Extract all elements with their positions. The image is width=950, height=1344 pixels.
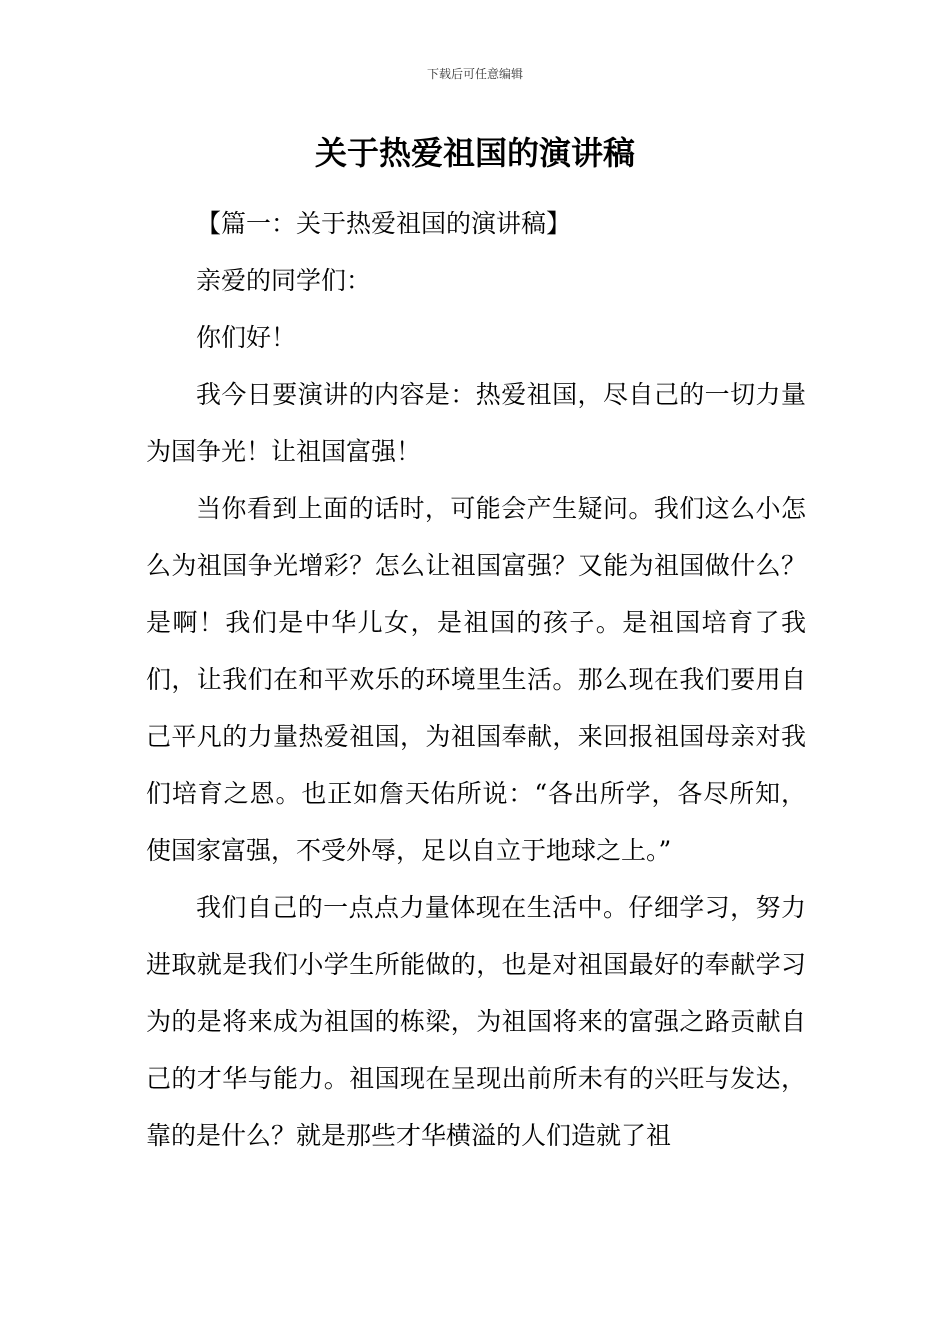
- salutation: 亲爱的同学们：: [196, 266, 372, 295]
- paragraph: 我今日要演讲的内容是：热爱祖国，尽自己的一切力量为国争光！让祖国富强！: [146, 380, 806, 466]
- document-body: [146, 195, 806, 1164]
- document-title: 关于热爱祖国的演讲稿: [314, 134, 635, 172]
- paragraph: 当你看到上面的话时，可能会产生疑问。我们这么小怎么为祖国争光增彩？怎么让祖国富强？又能为祖国做什么？是啊！我们是中华儿女，是祖国的孩子。是祖国培育了我们，让我们在和平欢乐的环境里生活。那么现在我们要用自己平凡的力量热爱祖国，为祖国奉献，来回报祖国母亲对我们培育之恩。也正如詹天佑所说：“各出所学，各尽所知，使国家富强，不受外辱，足以自立于地球之上。”: [146, 494, 806, 865]
- paragraph: 我们自己的一点点力量体现在生活中。仔细学习，努力进取就是我们小学生所能做的，也是对祖国最好的奉献学习为的是将来成为祖国的栋梁，为祖国将来的富强之路贡献自己的才华与能力。祖国现在呈现出前所未有的兴旺与发达，靠的是什么？就是那些才华横溢的人们造就了祖: [146, 893, 806, 1150]
- header-note: 下载后可任意编辑: [426, 67, 523, 81]
- greeting: 你们好！: [196, 323, 297, 352]
- section-heading: 【篇一：关于热爱祖国的演讲稿】: [196, 209, 572, 238]
